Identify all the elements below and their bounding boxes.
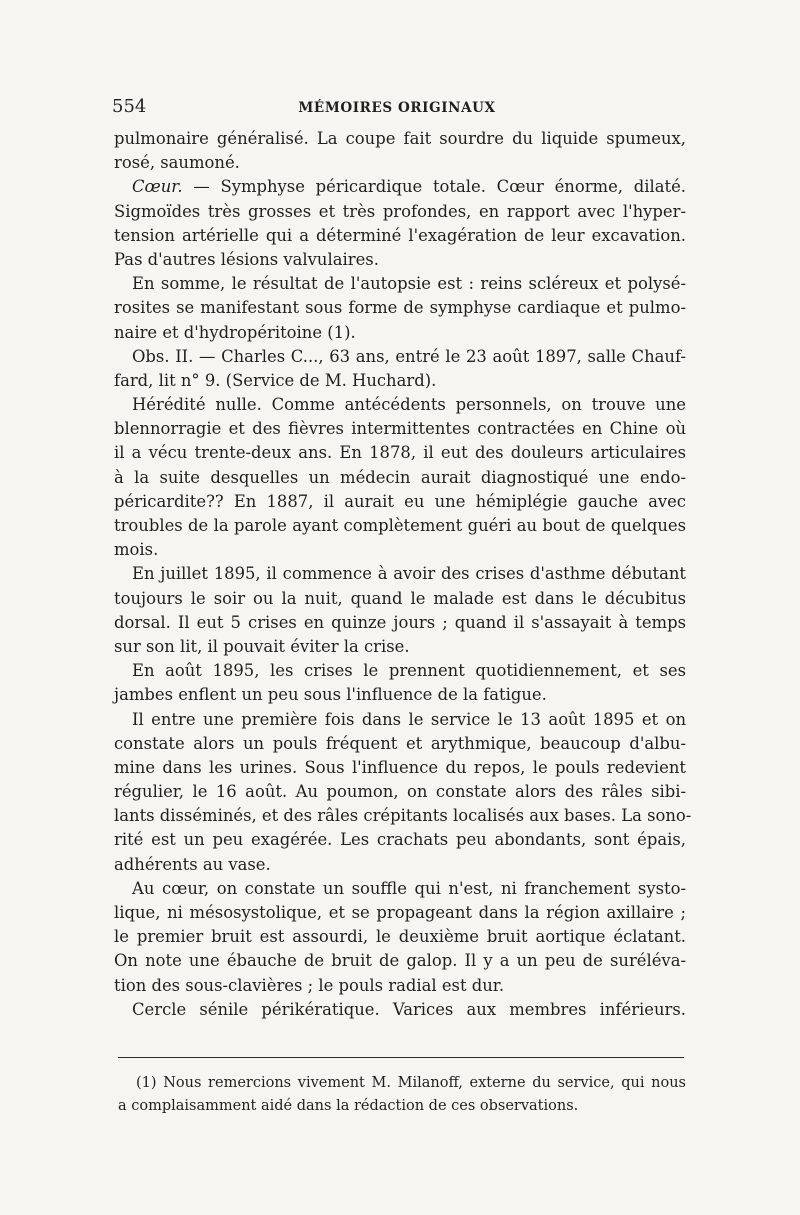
text-line: rité est un peu exagérée. Les crachats peu abondants, sont épais, — [114, 830, 686, 850]
text-line: Il entre une première fois dans le service le 13 août 1895 et on — [132, 709, 686, 729]
footnote-line: a complaisamment aidé dans la rédaction de ces observations. — [118, 1097, 579, 1114]
text-line: sur son lit, il pouvait éviter la crise. — [114, 636, 410, 656]
text-line: mine dans les urines. Sous l'influence du repos, le pouls redevient — [114, 757, 686, 777]
page-number: 554 — [112, 96, 147, 117]
footnote — [118, 1072, 686, 1117]
text-line: rosé, saumoné. — [114, 153, 240, 173]
text-line: lique, ni mésosystolique, et se propageant dans la région axillaire ; — [114, 903, 686, 922]
footnote-rule — [118, 1057, 684, 1058]
text-line: Cœur. — Symphyse péricardique totale. Cœur énorme, dilaté. — [132, 177, 686, 197]
text-line: On note une ébauche de bruit de galop. Il y a un peu de suréléva- — [114, 951, 686, 971]
text-line: dorsal. Il eut 5 crises en quinze jours ; quand il s'assayait à temps — [114, 612, 686, 632]
text-line: le premier bruit est assourdi, le deuxième bruit aortique éclatant. — [114, 927, 686, 947]
running-head: MÉMOIRES ORIGINAUX — [298, 100, 496, 116]
text-line: à la suite desquelles un médecin aurait diagnostiqué une endo- — [114, 467, 686, 487]
text-line: tion des sous-clavières ; le pouls radial est dur. — [114, 975, 505, 995]
footnote-line: (1) Nous remercions vivement M. Milanoff, externe du service, qui nous — [136, 1075, 686, 1091]
text-line: En août 1895, les crises le prennent quotidiennement, et ses — [132, 661, 686, 681]
text-line: En somme, le résultat de l'autopsie est : reins scléreux et polysé- — [132, 274, 686, 294]
section-label-coeur: Cœur. — [132, 177, 183, 197]
text-line: naire et d'hydropéritoine (1). — [114, 322, 356, 342]
text-line: il a vécu trente-deux ans. En 1878, il eut des douleurs articulaires — [114, 443, 686, 463]
text-line: En juillet 1895, il commence à avoir des crises d'asthme débutant — [132, 564, 686, 584]
text-line: Hérédité nulle. Comme antécédents personnels, on trouve une — [132, 395, 686, 415]
text-line: constate alors un pouls fréquent et arythmique, beaucoup d'albu- — [114, 733, 686, 753]
text-line: péricardite?? En 1887, il aurait eu une hémiplégie gauche avec — [114, 491, 686, 511]
page-header — [112, 96, 682, 124]
text-line: rosites se manifestant sous forme de symphyse cardiaque et pulmo- — [114, 298, 686, 318]
text-line: tension artérielle qui a déterminé l'exagération de leur excavation. — [114, 225, 686, 245]
text-line: régulier, le 16 août. Au poumon, on constate alors des râles sibi- — [114, 782, 686, 802]
text-line: blennorragie et des fièvres intermittentes contractées en Chine où — [114, 419, 686, 439]
text-line: fard, lit n° 9. (Service de M. Huchard). — [114, 370, 437, 390]
text-line: lants disséminés, et des râles crépitants localisés aux bases. La sono- — [114, 806, 692, 826]
text-line: troubles de la parole ayant complètement guéri au bout de quelques — [114, 516, 686, 535]
body-text — [114, 127, 692, 1022]
text-line: Sigmoïdes très grosses et très profondes, en rapport avec l'hyper- — [114, 201, 686, 221]
text-line: Obs. II. — Charles C..., 63 ans, entré le 23 août 1897, salle Chauf- — [132, 346, 686, 366]
text-line: Cercle sénile périkératique. Varices aux membres inférieurs. — [132, 999, 686, 1019]
text-line: Pas d'autres lésions valvulaires. — [114, 249, 379, 269]
text-line: Au cœur, on constate un souffle qui n'est, ni franchement systo- — [132, 878, 686, 898]
text-line: toujours le soir ou la nuit, quand le malade est dans le décubitus — [114, 588, 686, 608]
text-line: mois. — [114, 540, 159, 560]
text-line: jambes enflent un peu sous l'influence de la fatigue. — [114, 685, 547, 705]
text-line: adhérents au vase. — [114, 854, 271, 874]
text-line: pulmonaire généralisé. La coupe fait sourdre du liquide spumeux, — [114, 129, 686, 148]
